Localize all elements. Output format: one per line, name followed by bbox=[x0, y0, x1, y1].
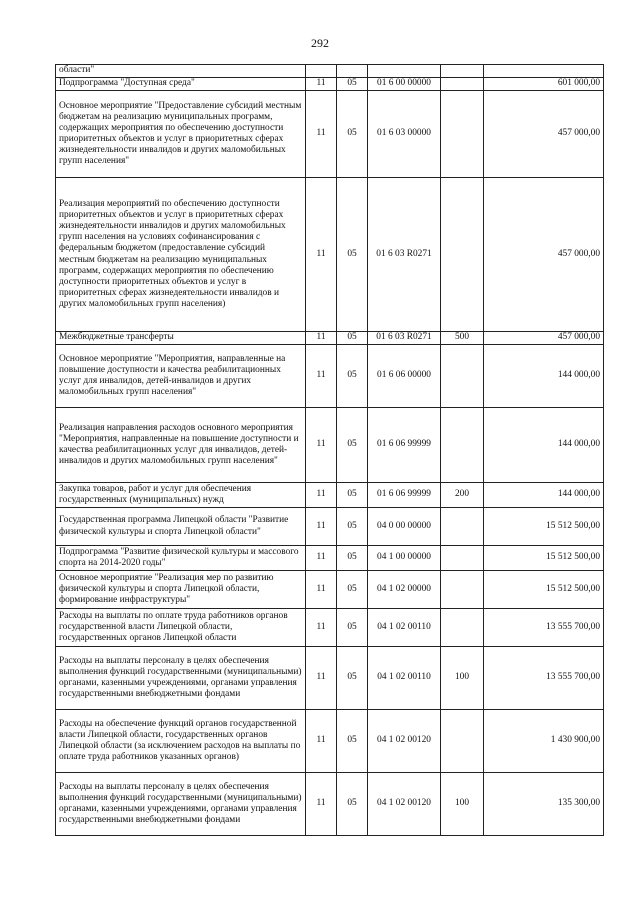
row-subsection: 05 bbox=[337, 647, 368, 710]
table-row bbox=[56, 609, 604, 647]
row-expense-type: 100 bbox=[441, 773, 484, 836]
table-row bbox=[56, 647, 604, 710]
row-subsection: 05 bbox=[337, 710, 368, 773]
table-row bbox=[56, 65, 604, 78]
row-name: Межбюджетные трансферты bbox=[56, 332, 306, 345]
row-name: Расходы на обеспечение функций органов государственной власти Липецкой области, государственных органов Липецкой области (за исключением расходов на выплаты по оплате труда работников указанных органов) bbox=[56, 710, 306, 773]
row-section: 11 bbox=[306, 710, 337, 773]
row-target-article bbox=[368, 65, 441, 78]
table-row bbox=[56, 710, 604, 773]
row-name: Закупка товаров, работ и услуг для обеспечения государственных (муниципальных) нужд bbox=[56, 483, 306, 508]
table-row bbox=[56, 78, 604, 91]
row-section: 11 bbox=[306, 546, 337, 571]
row-name: Расходы на выплаты персоналу в целях обеспечения выполнения функций государственными (муниципальными) органами, казенными учреждениями, органами управления государственными внебюджетными фондами bbox=[56, 647, 306, 710]
row-expense-type: 100 bbox=[441, 647, 484, 710]
row-expense-type: 500 bbox=[441, 332, 484, 345]
row-target-article: 01 6 03 R0271 bbox=[368, 178, 441, 332]
row-section: 11 bbox=[306, 647, 337, 710]
budget-table-body bbox=[56, 65, 604, 836]
row-name: Расходы на выплаты персоналу в целях обеспечения выполнения функций государственными (муниципальными) органами, казенными учреждениями, органами управления государственными внебюджетными фондами bbox=[56, 773, 306, 836]
row-section: 11 bbox=[306, 178, 337, 332]
row-amount: 15 512 500,00 bbox=[484, 508, 604, 546]
row-target-article: 04 1 02 00120 bbox=[368, 773, 441, 836]
row-name: Государственная программа Липецкой области "Развитие физической культуры и спорта Липецкой области" bbox=[56, 508, 306, 546]
row-subsection: 05 bbox=[337, 773, 368, 836]
row-amount: 144 000,00 bbox=[484, 483, 604, 508]
row-expense-type bbox=[441, 65, 484, 78]
row-target-article: 04 1 00 00000 bbox=[368, 546, 441, 571]
row-name: Основное мероприятие "Предоставление субсидий местным бюджетам на реализацию муниципальных программ, содержащих мероприятия по обеспечению доступности приоритетных объектов и услуг в приоритетных сферах жизнедеятельности инвалидов и других маломобильных групп населения" bbox=[56, 91, 306, 178]
table-row bbox=[56, 408, 604, 483]
row-subsection: 05 bbox=[337, 508, 368, 546]
row-subsection: 05 bbox=[337, 483, 368, 508]
row-amount: 144 000,00 bbox=[484, 408, 604, 483]
row-expense-type bbox=[441, 546, 484, 571]
row-expense-type bbox=[441, 710, 484, 773]
table-row bbox=[56, 345, 604, 408]
row-name: Подпрограмма "Доступная среда" bbox=[56, 78, 306, 91]
page-number: 292 bbox=[311, 36, 329, 50]
row-target-article: 01 6 06 99999 bbox=[368, 483, 441, 508]
row-amount: 135 300,00 bbox=[484, 773, 604, 836]
row-section: 11 bbox=[306, 508, 337, 546]
row-target-article: 04 1 02 00110 bbox=[368, 609, 441, 647]
row-amount: 1 430 900,00 bbox=[484, 710, 604, 773]
row-target-article: 04 1 02 00110 bbox=[368, 647, 441, 710]
table-row bbox=[56, 571, 604, 609]
row-subsection: 05 bbox=[337, 91, 368, 178]
row-subsection: 05 bbox=[337, 178, 368, 332]
row-amount: 15 512 500,00 bbox=[484, 546, 604, 571]
row-target-article: 01 6 03 00000 bbox=[368, 91, 441, 178]
row-subsection: 05 bbox=[337, 332, 368, 345]
row-name: Реализация мероприятий по обеспечению доступности приоритетных объектов и услуг в приоритетных сферах жизнедеятельности инвалидов и других маломобильных групп населения на условиях софинансирования с федеральным бюджетом (предоставление субсидий местным бюджетам на реализацию муниципальных программ, содержащих мероприятия по обеспечению доступности приоритетных объектов и услуг в приоритетных сферах жизнедеятельности инвалидов и других маломобильных групп населения) bbox=[56, 178, 306, 332]
row-subsection: 05 bbox=[337, 571, 368, 609]
row-subsection bbox=[337, 65, 368, 78]
row-section: 11 bbox=[306, 609, 337, 647]
row-section: 11 bbox=[306, 571, 337, 609]
row-target-article: 01 6 00 00000 bbox=[368, 78, 441, 91]
row-name: области" bbox=[56, 65, 306, 78]
row-subsection: 05 bbox=[337, 345, 368, 408]
row-target-article: 04 0 00 00000 bbox=[368, 508, 441, 546]
row-expense-type bbox=[441, 508, 484, 546]
row-expense-type bbox=[441, 408, 484, 483]
row-subsection: 05 bbox=[337, 78, 368, 91]
row-section: 11 bbox=[306, 483, 337, 508]
row-section: 11 bbox=[306, 332, 337, 345]
budget-table bbox=[55, 64, 604, 836]
table-row bbox=[56, 178, 604, 332]
row-expense-type bbox=[441, 571, 484, 609]
table-row bbox=[56, 546, 604, 571]
row-name: Основное мероприятие "Мероприятия, направленные на повышение доступности и качества реабилитационных услуг для инвалидов, детей-инвалидов и других маломобильных групп населения" bbox=[56, 345, 306, 408]
row-subsection: 05 bbox=[337, 408, 368, 483]
row-section: 11 bbox=[306, 773, 337, 836]
row-target-article: 01 6 03 R0271 bbox=[368, 332, 441, 345]
row-expense-type bbox=[441, 609, 484, 647]
row-section: 11 bbox=[306, 91, 337, 178]
row-amount bbox=[484, 65, 604, 78]
row-amount: 13 555 700,00 bbox=[484, 647, 604, 710]
row-section bbox=[306, 65, 337, 78]
row-target-article: 01 6 06 99999 bbox=[368, 408, 441, 483]
row-target-article: 04 1 02 00000 bbox=[368, 571, 441, 609]
row-expense-type bbox=[441, 78, 484, 91]
table-row bbox=[56, 91, 604, 178]
row-expense-type bbox=[441, 178, 484, 332]
row-target-article: 01 6 06 00000 bbox=[368, 345, 441, 408]
table-row bbox=[56, 483, 604, 508]
table-row bbox=[56, 508, 604, 546]
row-section: 11 bbox=[306, 345, 337, 408]
row-subsection: 05 bbox=[337, 546, 368, 571]
row-target-article: 04 1 02 00120 bbox=[368, 710, 441, 773]
row-expense-type bbox=[441, 345, 484, 408]
row-amount: 457 000,00 bbox=[484, 178, 604, 332]
row-amount: 144 000,00 bbox=[484, 345, 604, 408]
row-name: Подпрограмма "Развитие физической культуры и массового спорта на 2014-2020 годы" bbox=[56, 546, 306, 571]
table-row bbox=[56, 773, 604, 836]
row-amount: 15 512 500,00 bbox=[484, 571, 604, 609]
row-subsection: 05 bbox=[337, 609, 368, 647]
row-amount: 457 000,00 bbox=[484, 91, 604, 178]
row-expense-type: 200 bbox=[441, 483, 484, 508]
row-section: 11 bbox=[306, 78, 337, 91]
table-row bbox=[56, 332, 604, 345]
row-amount: 457 000,00 bbox=[484, 332, 604, 345]
row-section: 11 bbox=[306, 408, 337, 483]
row-name: Реализация направления расходов основного мероприятия "Мероприятия, направленные на повышение доступности и качества реабилитационных услуг для инвалидов, детей-инвалидов и других маломобильных групп населения" bbox=[56, 408, 306, 483]
row-name: Основное мероприятие "Реализация мер по развитию физической культуры и спорта Липецкой области, формирование инфраструктуры" bbox=[56, 571, 306, 609]
row-amount: 13 555 700,00 bbox=[484, 609, 604, 647]
row-amount: 601 000,00 bbox=[484, 78, 604, 91]
row-expense-type bbox=[441, 91, 484, 178]
row-name: Расходы на выплаты по оплате труда работников органов государственной власти Липецкой области, государственных органов Липецкой области bbox=[56, 609, 306, 647]
